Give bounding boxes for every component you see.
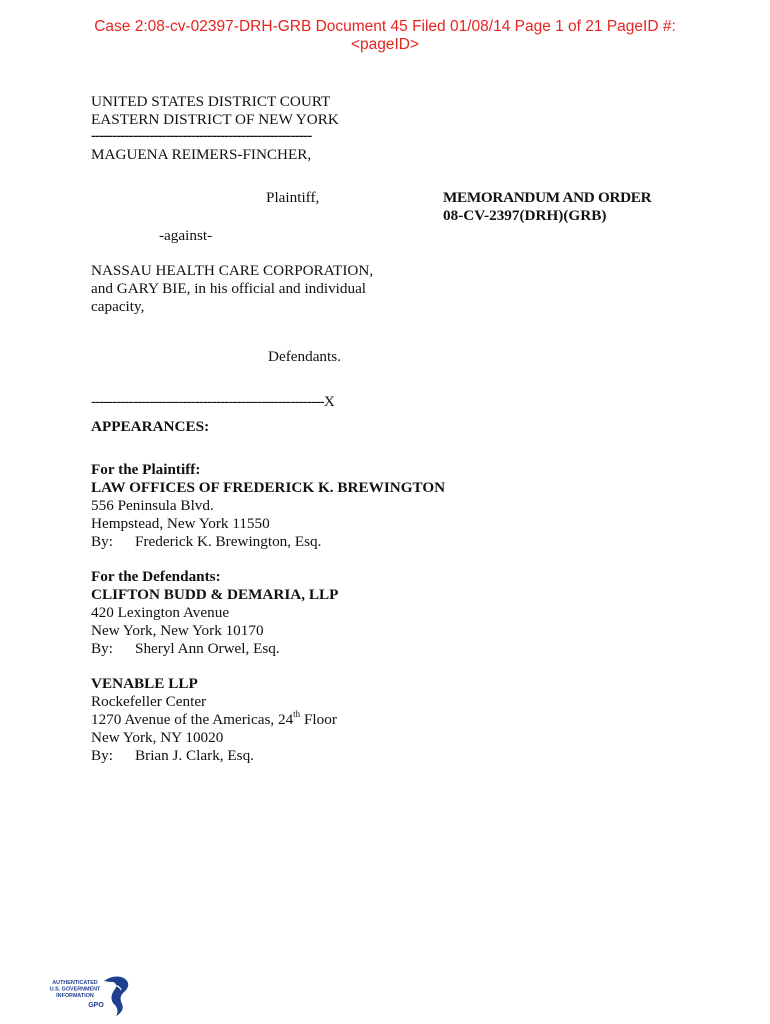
plaintiff-role: Plaintiff,: [266, 189, 320, 206]
venable-address-3: New York, NY 10020: [91, 729, 224, 746]
defendants-address-2: New York, New York 10170: [91, 622, 264, 639]
gpo-seal-line-3: INFORMATION: [56, 993, 94, 999]
gpo-authentication-seal: [44, 974, 134, 1018]
venable-address-1: Rockefeller Center: [91, 693, 207, 710]
gpo-seal-line-2: U.S. GOVERNMENT: [49, 986, 101, 993]
plaintiff-address-2: Hempstead, New York 11550: [91, 515, 270, 532]
case-number: 08-CV-2397(DRH)(GRB): [443, 207, 607, 224]
plaintiff-by-label: By:: [91, 533, 113, 550]
header-case-line: Case 2:08-cv-02397-DRH-GRB Document 45 Filed 01/08/14 Page 1 of 21 PageID #:: [94, 18, 676, 35]
header-pageid-line: <pageID>: [350, 36, 420, 53]
venable-firm: VENABLE LLP: [91, 675, 198, 692]
caption-rule-bottom: --------------------------------------------------------X: [91, 393, 334, 410]
eagle-icon: [104, 977, 128, 1017]
plaintiff-address-1: 556 Peninsula Blvd.: [91, 497, 214, 514]
appearances-heading: APPEARANCES:: [91, 418, 210, 435]
caption-rule-top: -----------------------------------------------------: [91, 127, 312, 144]
defendants-address-1: 420 Lexington Avenue: [91, 604, 230, 621]
gpo-mark: GPO: [88, 1002, 104, 1009]
district-name: EASTERN DISTRICT OF NEW YORK: [91, 111, 339, 128]
venable-address-2-floor: Floor: [300, 711, 337, 728]
plaintiff-name: MAGUENA REIMERS-FINCHER,: [91, 146, 312, 163]
venable-by-label: By:: [91, 747, 113, 764]
plaintiff-firm: LAW OFFICES OF FREDERICK K. BREWINGTON: [91, 479, 446, 496]
defendants-counsel-label: For the Defendants:: [91, 568, 221, 585]
plaintiff-counsel-label: For the Plaintiff:: [91, 461, 201, 478]
defendant-line-3: capacity,: [91, 298, 145, 315]
court-name: UNITED STATES DISTRICT COURT: [91, 93, 331, 110]
gpo-seal-line-1: AUTHENTICATED: [52, 980, 98, 986]
defendants-by-label: By:: [91, 640, 113, 657]
plaintiff-attorney: Frederick K. Brewington, Esq.: [135, 533, 322, 550]
defendant-role: Defendants.: [268, 348, 341, 365]
venable-address-2: [91, 711, 337, 729]
document-title: MEMORANDUM AND ORDER: [443, 189, 652, 206]
defendants-firm: CLIFTON BUDD & DEMARIA, LLP: [91, 586, 339, 603]
against-label: -against-: [159, 227, 213, 244]
ordinal-suffix: th: [293, 709, 301, 719]
venable-attorney: Brian J. Clark, Esq.: [135, 747, 254, 764]
defendant-line-2: and GARY BIE, in his official and individual: [91, 280, 367, 297]
venable-address-2-main: 1270 Avenue of the Americas, 24: [91, 711, 294, 728]
defendants-attorney: Sheryl Ann Orwel, Esq.: [135, 640, 280, 657]
defendant-line-1: NASSAU HEALTH CARE CORPORATION,: [91, 262, 374, 279]
